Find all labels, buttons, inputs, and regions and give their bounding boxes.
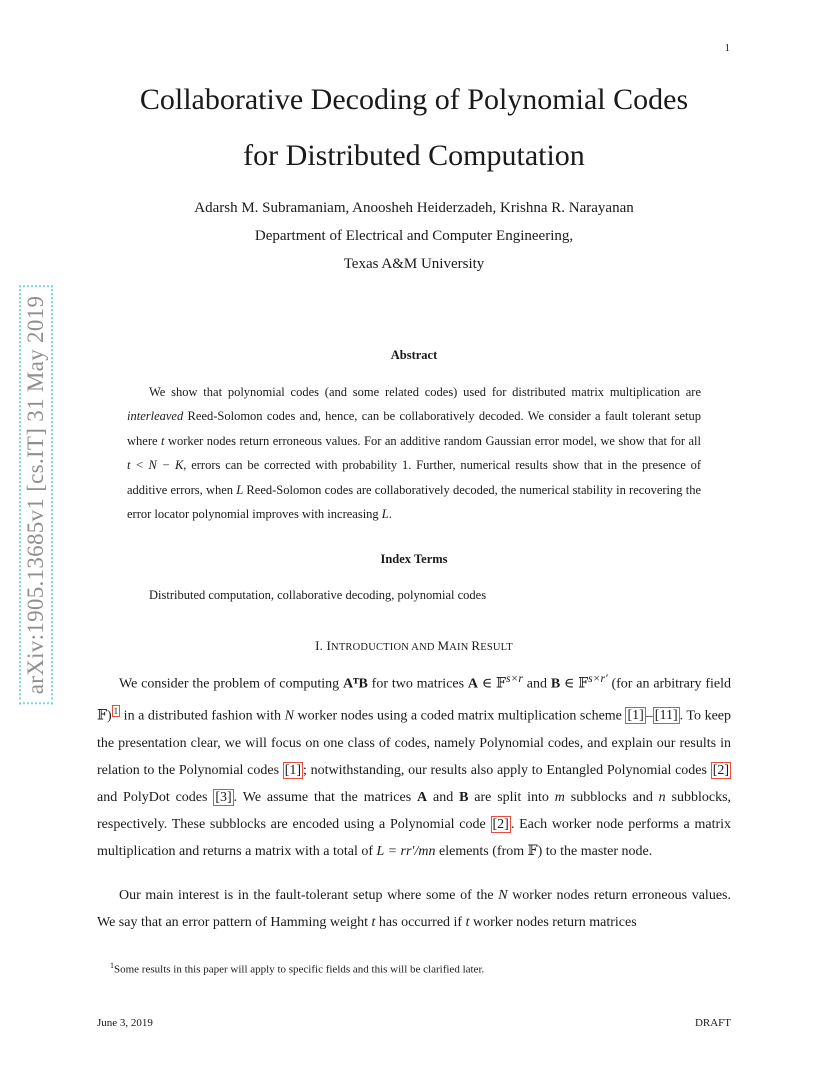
citation-link[interactable]: [2] bbox=[712, 762, 730, 778]
text-run: and bbox=[522, 676, 551, 692]
footnote-mark: 1 bbox=[110, 961, 114, 970]
section-smallcaps: NTRODUCTION AND bbox=[331, 642, 438, 653]
math-t: t bbox=[371, 915, 376, 931]
math-B: B bbox=[459, 789, 469, 805]
title-line-1: Collaborative Decoding of Polynomial Codes bbox=[139, 83, 689, 116]
math-A: A bbox=[467, 676, 479, 692]
text-run: . We assume that the matrices bbox=[233, 789, 418, 805]
section-cap: M bbox=[437, 638, 450, 653]
section-smallcaps: AIN bbox=[449, 642, 472, 653]
text-run: worker nodes return matrices bbox=[469, 915, 637, 931]
text-run: and bbox=[427, 789, 460, 805]
text-run: ∈ 𝔽 bbox=[560, 676, 589, 692]
text-run: ∈ 𝔽 bbox=[478, 676, 506, 692]
text-run: has occurred if bbox=[375, 915, 466, 931]
math-superscript: s×r bbox=[506, 672, 523, 685]
body-paragraph-1 bbox=[97, 665, 731, 865]
math-B: B bbox=[550, 676, 561, 692]
text-run: ; notwithstanding, our results also apply to Entangled Polynomial codes bbox=[303, 762, 711, 778]
index-terms-heading: Index Terms bbox=[380, 552, 448, 566]
footer-draft-label: DRAFT bbox=[694, 1017, 731, 1029]
abstract-run: Reed-Solomon codes are collaboratively decoded, the numerical stability in recovering the error locator polynomial improves with increasing bbox=[127, 482, 701, 522]
citation-link[interactable]: [2] bbox=[492, 816, 509, 832]
section-heading bbox=[0, 638, 828, 654]
text-run: elements (from 𝔽) to the master node. bbox=[435, 843, 653, 859]
math-N: N bbox=[284, 708, 294, 724]
math-superscript: s×r′ bbox=[588, 672, 608, 685]
abstract-emphasis: interleaved bbox=[127, 409, 184, 424]
abstract-run: . bbox=[388, 507, 392, 522]
section-numeral: I. bbox=[315, 638, 327, 653]
text-run: subblocks, respectively. These subblocks are encoded using a Polynomial code bbox=[97, 789, 732, 832]
section-cap: I bbox=[326, 638, 332, 653]
math-condition: t < N − K bbox=[127, 458, 184, 473]
footnote-link[interactable]: 1 bbox=[113, 705, 119, 716]
section-smallcaps: ESULT bbox=[480, 642, 513, 653]
arxiv-stamp[interactable]: arXiv:1905.13685v1 [cs.IT] 31 May 2019 bbox=[19, 286, 53, 705]
abstract-run: , errors can be corrected with probability 1. Further, numerical results show that in the presence of additive errors, when bbox=[127, 458, 701, 497]
math-t: t bbox=[161, 433, 165, 448]
text-run: worker nodes using a coded matrix multiplication scheme bbox=[293, 708, 626, 724]
body-paragraph-2 bbox=[97, 882, 731, 936]
abstract-run: Reed-Solomon codes and, hence, can be collaboratively decoded. We consider a fault tolerant setup where bbox=[127, 409, 701, 448]
affiliation-department: Department of Electrical and Computer Engineering, bbox=[254, 228, 574, 244]
text-run: are split into bbox=[468, 789, 555, 805]
text-run: – bbox=[645, 708, 653, 724]
math-m: m bbox=[554, 789, 565, 805]
math-n: n bbox=[658, 789, 666, 805]
text-run: worker nodes return erroneous values. We say that an error pattern of Hamming weight bbox=[97, 888, 731, 931]
math-A: A bbox=[417, 789, 428, 805]
citation-link[interactable]: [1] bbox=[284, 762, 302, 778]
footnote bbox=[110, 961, 484, 976]
affiliation-university: Texas A&M University bbox=[343, 256, 485, 272]
text-run: in a distributed fashion with bbox=[120, 708, 285, 724]
text-run: Our main interest is in the fault-tolerant setup where some of the bbox=[119, 888, 499, 903]
math-L: L bbox=[381, 507, 389, 522]
text-run: and PolyDot codes bbox=[97, 789, 214, 805]
section-cap: R bbox=[471, 638, 481, 653]
abstract-heading: Abstract bbox=[390, 348, 438, 362]
paper-title bbox=[0, 72, 828, 184]
author-block bbox=[0, 194, 828, 278]
citation-link[interactable]: [11] bbox=[654, 708, 678, 724]
index-terms: Distributed computation, collaborative decoding, polynomial codes bbox=[149, 588, 487, 602]
abstract-text bbox=[127, 380, 701, 526]
text-run: for two matrices bbox=[367, 676, 468, 692]
abstract-run: worker nodes return erroneous values. For an additive random Gaussian error model, we show that for all bbox=[164, 433, 701, 448]
math-t: t bbox=[465, 915, 470, 931]
math-L-expression: L = rr′/mn bbox=[376, 843, 436, 859]
text-run: (for an arbitrary field 𝔽) bbox=[97, 676, 731, 724]
footnote-text: Some results in this paper will apply to specific fields and this will be clarified later. bbox=[114, 963, 485, 976]
citation-link[interactable]: [3] bbox=[215, 789, 232, 805]
abstract-run: We show that polynomial codes (and some related codes) used for distributed matrix multiplication are bbox=[149, 385, 701, 399]
math-atb: AᵀB bbox=[343, 676, 368, 692]
footer-date: June 3, 2019 bbox=[97, 1017, 153, 1029]
math-L: L bbox=[236, 482, 244, 497]
text-run: subblocks and bbox=[564, 789, 659, 805]
text-run: . Each worker node performs a matrix multiplication and returns a matrix with a total of bbox=[97, 816, 732, 859]
page-number: 1 bbox=[724, 42, 730, 54]
citation-link[interactable]: [1] bbox=[627, 708, 644, 724]
author-names: Adarsh M. Subramaniam, Anoosheh Heiderzadeh, Krishna R. Narayanan bbox=[194, 200, 634, 216]
math-N: N bbox=[498, 888, 508, 903]
title-line-2: for Distributed Computation bbox=[243, 139, 585, 172]
text-run: . To keep the presentation clear, we will focus on one class of codes, namely Polynomial codes, and explain our results in relation to the Polynomial codes bbox=[97, 708, 731, 778]
text-run: We consider the problem of computing bbox=[119, 676, 343, 692]
